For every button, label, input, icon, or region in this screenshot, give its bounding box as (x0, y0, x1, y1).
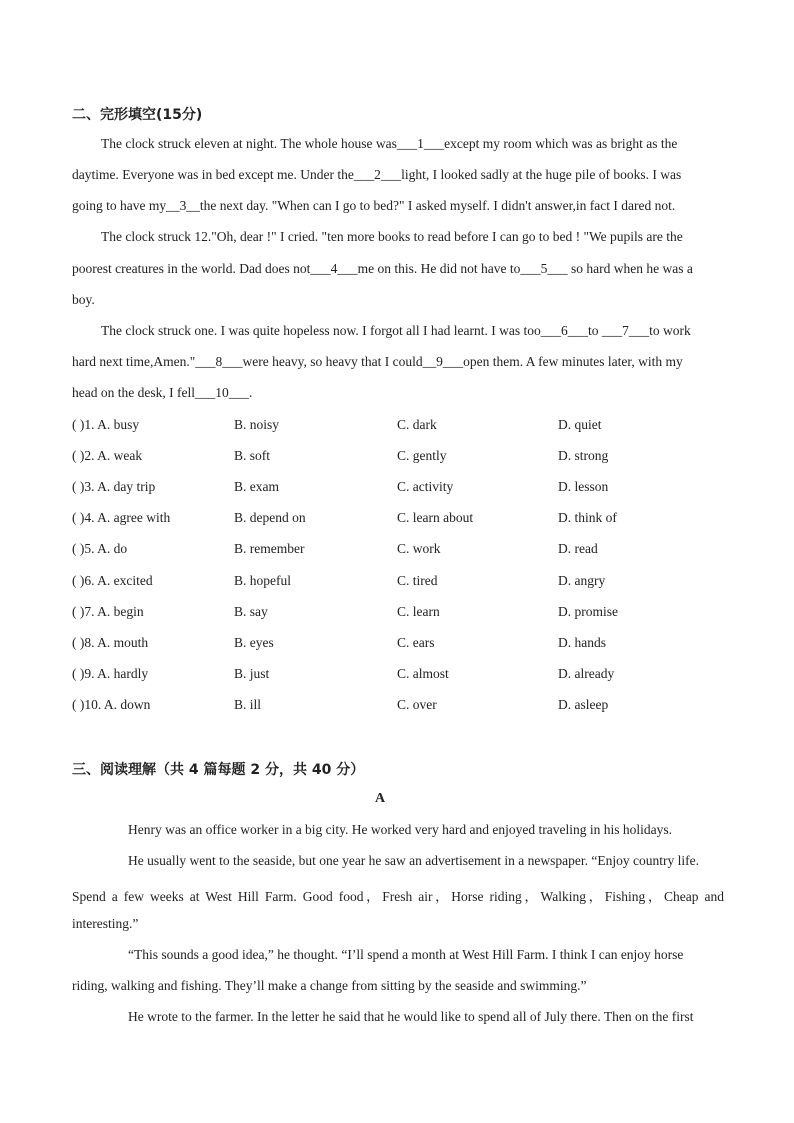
option-c: C. almost (397, 666, 449, 681)
passage-line-6: riding, walking and fishing. They’ll make a change from sitting by the seaside and swimming.” (72, 978, 587, 993)
question-row (72, 541, 724, 559)
option-d: D. lesson (558, 479, 609, 494)
cloze-line-2: daytime. Everyone was in bed except me. Under the___2___light, I looked sadly at the huge pile of books. I was (72, 167, 682, 182)
question-row (72, 697, 724, 715)
option-b: B. depend on (234, 510, 306, 525)
cloze-line-7: The clock struck one. I was quite hopeless now. I forgot all I had learnt. I was too___6___to ___7___to work (101, 323, 691, 338)
option-d: D. hands (558, 635, 606, 650)
option-b: B. hopeful (234, 573, 291, 588)
cloze-line-5: poorest creatures in the world. Dad does not___4___me on this. He did not have to___5___ so hard when he was a (72, 261, 693, 276)
passage-line-1: Henry was an office worker in a big city. He worked very hard and enjoyed traveling in his holidays. (128, 822, 672, 837)
option-b: B. exam (234, 479, 279, 494)
option-b: B. noisy (234, 417, 280, 432)
option-d: D. strong (558, 448, 609, 463)
question-stem: ( )7. A. begin (72, 604, 144, 619)
option-c: C. learn (397, 604, 440, 619)
passage-line-7: He wrote to the farmer. In the letter he said that he would like to spend all of July there. Then on the first (128, 1009, 694, 1024)
question-row (72, 573, 724, 591)
question-row (72, 479, 724, 497)
passage-line-2: He usually went to the seaside, but one year he saw an advertisement in a newspaper. “Enjoy country life. (128, 853, 699, 868)
question-stem: ( )6. A. excited (72, 573, 153, 588)
option-b: B. soft (234, 448, 271, 463)
option-b: B. ill (234, 697, 262, 712)
option-d: D. read (558, 541, 598, 556)
passage-line-5: “This sounds a good idea,” he thought. “I’ll spend a month at West Hill Farm. I think I can enjoy horse (128, 947, 684, 962)
cloze-line-6: boy. (72, 292, 95, 307)
question-stem: ( )8. A. mouth (72, 635, 149, 650)
question-row (72, 666, 724, 684)
question-stem: ( )4. A. agree with (72, 510, 171, 525)
option-d: D. angry (558, 573, 606, 588)
option-b: B. eyes (234, 635, 274, 650)
option-b: B. say (234, 604, 268, 619)
option-d: D. already (558, 666, 615, 681)
cloze-heading: 二、完形填空(15分) (72, 107, 203, 123)
cloze-line-3: going to have my__3__the next day. "When can I go to bed?" I asked myself. I didn't answer,in fact I dared not. (72, 198, 676, 213)
cloze-line-1: The clock struck eleven at night. The whole house was___1___except my room which was as bright as the (101, 136, 678, 151)
cloze-line-8: hard next time,Amen."___8___were heavy, so heavy that I could__9___open them. A few minutes later, with my (72, 354, 683, 369)
option-c: C. tired (397, 573, 438, 588)
question-row (72, 448, 724, 466)
passage-label: A (374, 791, 386, 806)
passage-line-4: interesting.” (72, 916, 139, 931)
option-c: C. activity (397, 479, 454, 494)
question-stem: ( )5. A. do (72, 541, 128, 556)
question-stem: ( )10. A. down (72, 697, 151, 712)
option-d: D. think of (558, 510, 617, 525)
option-d: D. asleep (558, 697, 609, 712)
option-c: C. dark (397, 417, 437, 432)
question-row (72, 635, 724, 653)
option-d: D. quiet (558, 417, 602, 432)
question-stem: ( )1. A. busy (72, 417, 140, 432)
question-row (72, 604, 724, 622)
option-c: C. over (397, 697, 437, 712)
question-row (72, 417, 724, 435)
question-stem: ( )3. A. day trip (72, 479, 156, 494)
cloze-line-9: head on the desk, I fell___10___. (72, 385, 253, 400)
reading-heading: 三、阅读理解（共 4 篇每题 2 分，共 40 分） (72, 762, 365, 778)
option-c: C. ears (397, 635, 435, 650)
option-b: B. remember (234, 541, 305, 556)
passage-line-3: Spend a few weeks at West Hill Farm. Good food，Fresh air，Horse riding，Walking，Fishing，Cheap and (72, 889, 724, 904)
question-stem: ( )2. A. weak (72, 448, 143, 463)
option-c: C. gently (397, 448, 447, 463)
question-stem: ( )9. A. hardly (72, 666, 149, 681)
option-c: C. work (397, 541, 441, 556)
option-b: B. just (234, 666, 270, 681)
option-d: D. promise (558, 604, 618, 619)
option-c: C. learn about (397, 510, 474, 525)
question-row (72, 510, 724, 528)
cloze-line-4: The clock struck 12."Oh, dear !" I cried. "ten more books to read before I can go to bed ! "We pupils are the (101, 229, 683, 244)
